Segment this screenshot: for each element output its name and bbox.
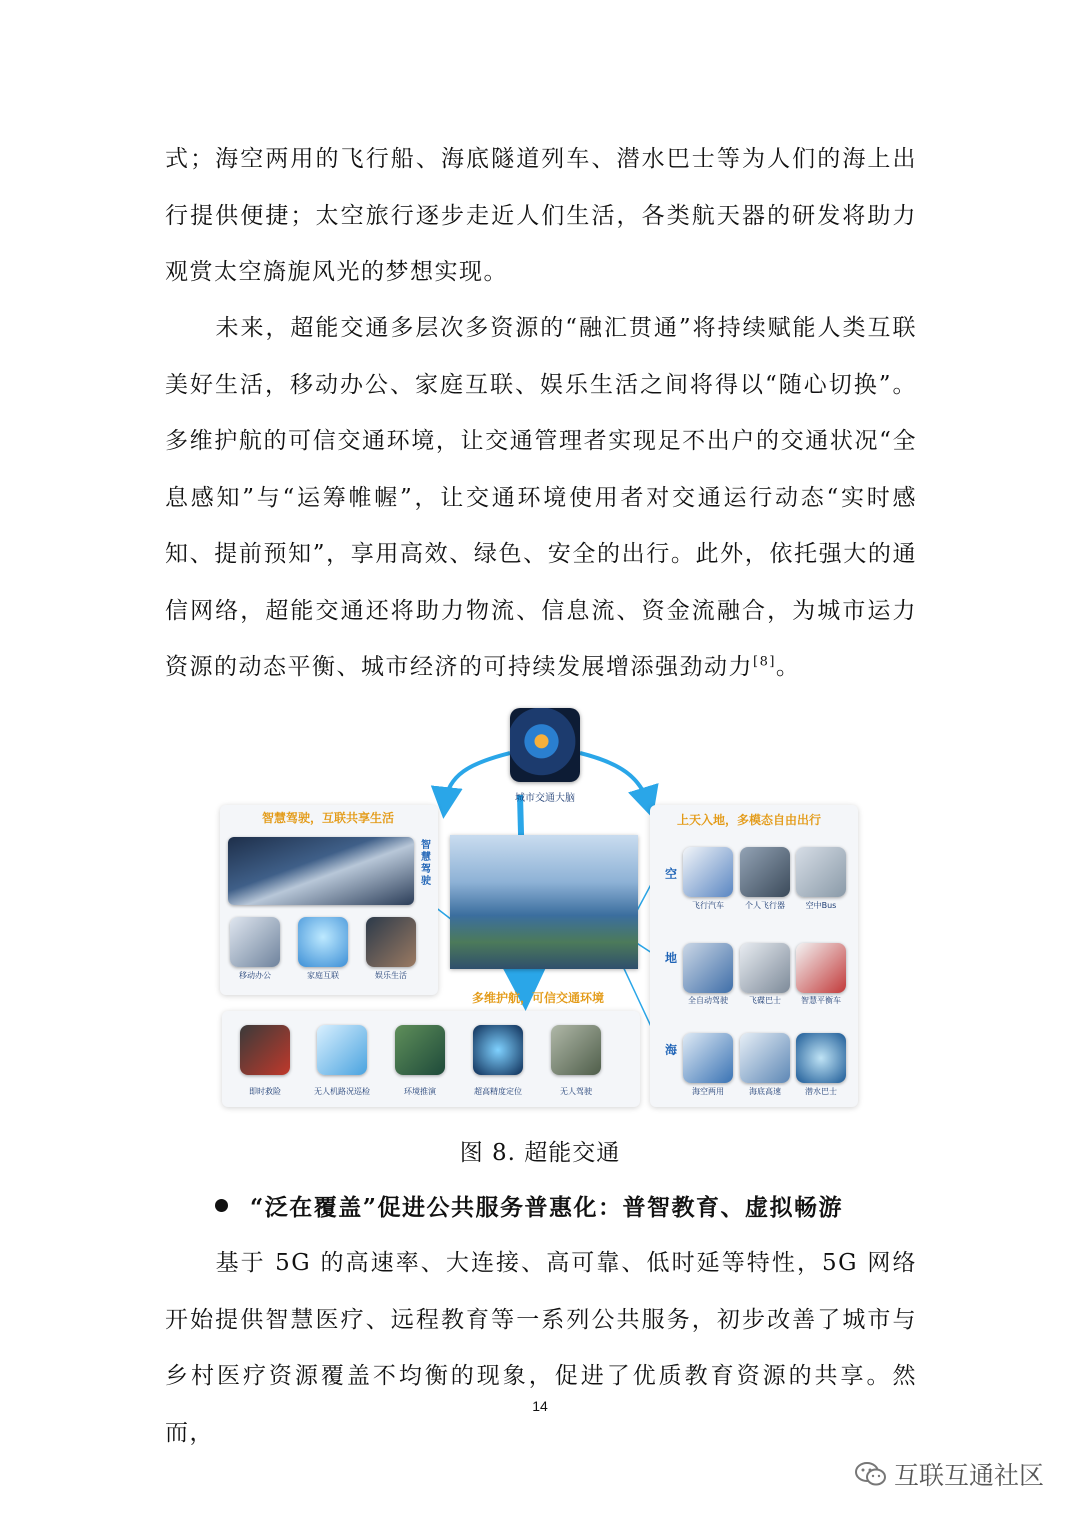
autonomous-driving-image [683,943,733,993]
citation-ref: [8] [753,654,776,670]
paragraph-2-text: 未来，超能交通多层次多资源的“融汇贯通”将持续赋能人类互联美好生活，移动办公、家庭互联、娱乐生活之间将得以“随心切换”。多维护航的可信交通环境，让交通管理者实现足不出户的交通状况“全息感知”与“运筹帷幄”，让交通环境使用者对交通运行动态“实时感知、提前预知”，享用高效、绿色、安全的出行。此外，依托强大的通信网络，超能交通还将助力物流、信息流、资金流融合，为城市运力资源的动态平衡、城市经济的可持续发展增添强劲动力 [165,315,917,680]
air-item-0-caption: 飞行汽车 [692,901,724,910]
page-number: 14 [532,1398,548,1414]
submarine-bus-image [796,1033,846,1083]
air-item-1-caption: 个人飞行器 [745,901,785,910]
bottom-item-0-caption: 即时救险 [249,1087,281,1096]
undersea-train-image [740,1033,790,1083]
bottom-item-3-caption: 超高精度定位 [474,1087,522,1096]
personal-aircraft-image [740,847,790,897]
watermark-text: 互联互通社区 [893,1461,1044,1490]
row-label-air: 空 [665,867,678,881]
left-item-2-caption: 娱乐生活 [375,971,407,980]
left-item-0-caption: 移动办公 [239,971,271,980]
entertainment-image [366,917,416,967]
sea-item-1-caption: 海底高速 [749,1087,781,1096]
brain-icon [510,708,580,782]
flying-car-image [683,847,733,897]
brain-label: 城市交通大脑 [515,793,575,804]
left-vertical-label: 智慧驾驶 [421,840,431,887]
balance-scooter-image [796,943,846,993]
air-bus-image [796,847,846,897]
figure-caption: 图 8. 超能交通 [459,1140,621,1166]
env-simulation-image [395,1025,445,1075]
air-item-2-caption: 空中Bus [805,901,837,910]
driverless-image [551,1025,601,1075]
bullet-icon [215,1199,228,1212]
right-panel-title: 上天入地，多模态自由出行 [677,813,822,827]
ground-item-0-caption: 全自动驾驶 [688,996,728,1005]
bottom-item-2-caption: 环境推演 [404,1087,436,1096]
mobile-office-image [230,917,280,967]
smart-car-image [228,837,414,905]
ground-item-2-caption: 智慧平衡车 [801,996,841,1005]
home-iot-image [298,917,348,967]
drone-patrol-image [317,1025,367,1075]
bottom-item-1-caption: 无人机路况巡检 [314,1087,370,1096]
left-item-1-caption: 家庭互联 [307,971,339,980]
wechat-icon [854,1460,888,1488]
row-label-sea: 海 [665,1043,678,1057]
ufo-bus-image [740,943,790,993]
section-bullet [215,1189,843,1222]
sea-item-2-caption: 潜水巴士 [805,1087,837,1096]
bottom-item-4-caption: 无人驾驶 [560,1087,592,1096]
paragraph-3 [165,1235,917,1461]
bottom-panel-title: 多维护航，可信交通环境 [472,991,605,1005]
row-label-ground: 地 [665,951,678,965]
city-image [450,835,638,969]
paragraph-2 [165,300,917,696]
sea-air-vehicle-image [683,1033,733,1083]
watermark [854,1456,1044,1492]
positioning-image [473,1025,523,1075]
sea-item-0-caption: 海空两用 [692,1087,724,1096]
ground-item-1-caption: 飞碟巴士 [749,996,781,1005]
paragraph-2-end: 。 [775,654,801,680]
left-panel-title: 智慧驾驶，互联共享生活 [262,811,395,825]
paragraph-3-text: 基于 5G 的高速率、大连接、高可靠、低时延等特性，5G 网络开始提供智慧医疗、远程教育等一系列公共服务，初步改善了城市与乡村医疗资源覆盖不均衡的现象，促进了优质教育资源的共享。然而， [165,1250,917,1446]
bullet-text: “泛在覆盖”促进公共服务普惠化：普智教育、虚拟畅游 [250,1194,843,1221]
figure-8 [220,705,860,1117]
rescue-image [240,1025,290,1075]
paragraph-1: 式；海空两用的飞行船、海底隧道列车、潜水巴士等为人们的海上出行提供便捷；太空旅行逐步走近人们生活，各类航天器的研发将助力观赏太空旖旎风光的梦想实现。 [165,146,917,285]
